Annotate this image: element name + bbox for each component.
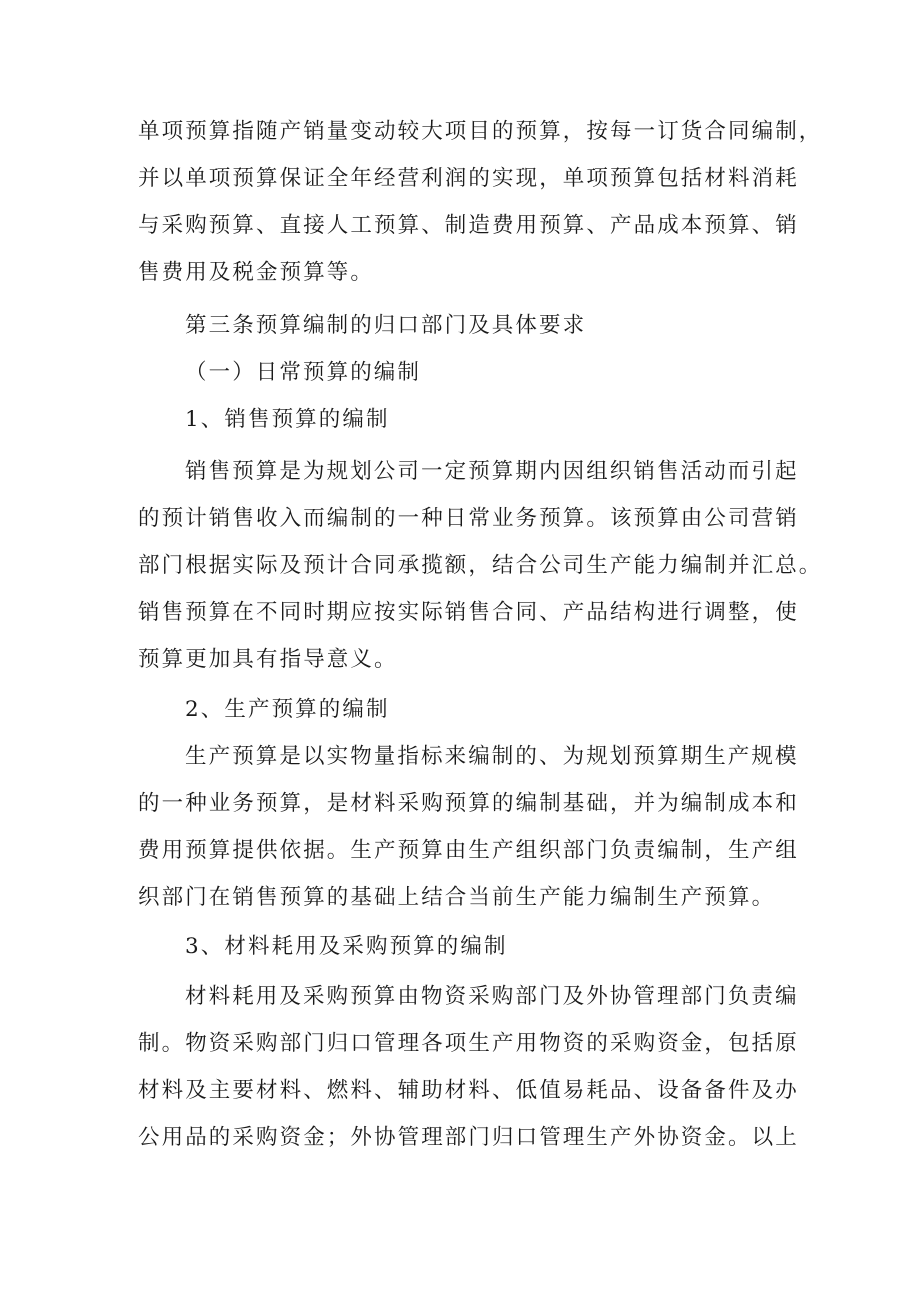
paragraph-line: 售费用及税金预算等。 <box>138 260 375 285</box>
paragraph-line: 制。物资采购部门归口管理各项生产用物资的采购资金，包括原 <box>138 1031 799 1056</box>
section-heading: （一）日常预算的编制 <box>185 360 422 385</box>
paragraph-line: 与采购预算、直接人工预算、制造费用预算、产品成本预算、销 <box>138 213 799 238</box>
paragraph-line: 的一种业务预算，是材料采购预算的编制基础，并为编制成本和 <box>138 791 799 816</box>
paragraph-line: 销售预算是为规划公司一定预算期内因组织销售活动而引起 <box>185 459 799 484</box>
paragraph-line: 公用品的采购资金；外协管理部门归口管理生产外协资金。以上 <box>138 1125 799 1150</box>
paragraph-line: 销售预算在不同时期应按实际销售合同、产品结构进行调整，使 <box>138 600 799 625</box>
paragraph-line: 并以单项预算保证全年经营利润的实现，单项预算包括材料消耗 <box>138 166 799 191</box>
subsection-heading: 3、材料耗用及采购预算的编制 <box>185 934 508 959</box>
paragraph-line: 材料及主要材料、燃料、辅助材料、低值易耗品、设备备件及办 <box>138 1078 799 1103</box>
subsection-heading: 1、销售预算的编制 <box>185 407 390 432</box>
subsection-heading: 2、生产预算的编制 <box>185 697 390 722</box>
paragraph-line: 单项预算指随产销量变动较大项目的预算，按每一订货合同编制， <box>138 119 823 144</box>
paragraph-line: 预算更加具有指导意义。 <box>138 647 398 672</box>
paragraph-line: 部门根据实际及预计合同承揽额，结合公司生产能力编制并汇总。 <box>138 553 823 578</box>
article-heading: 第三条预算编制的归口部门及具体要求 <box>185 313 587 338</box>
paragraph-line: 织部门在销售预算的基础上结合当前生产能力编制生产预算。 <box>138 885 776 910</box>
paragraph-line: 生产预算是以实物量指标来编制的、为规划预算期生产规模 <box>185 744 799 769</box>
paragraph-line: 的预计销售收入而编制的一种日常业务预算。该预算由公司营销 <box>138 506 799 531</box>
paragraph-line: 费用预算提供依据。生产预算由生产组织部门负责编制，生产组 <box>138 838 799 863</box>
paragraph-line: 材料耗用及采购预算由物资采购部门及外协管理部门负责编 <box>185 984 799 1009</box>
